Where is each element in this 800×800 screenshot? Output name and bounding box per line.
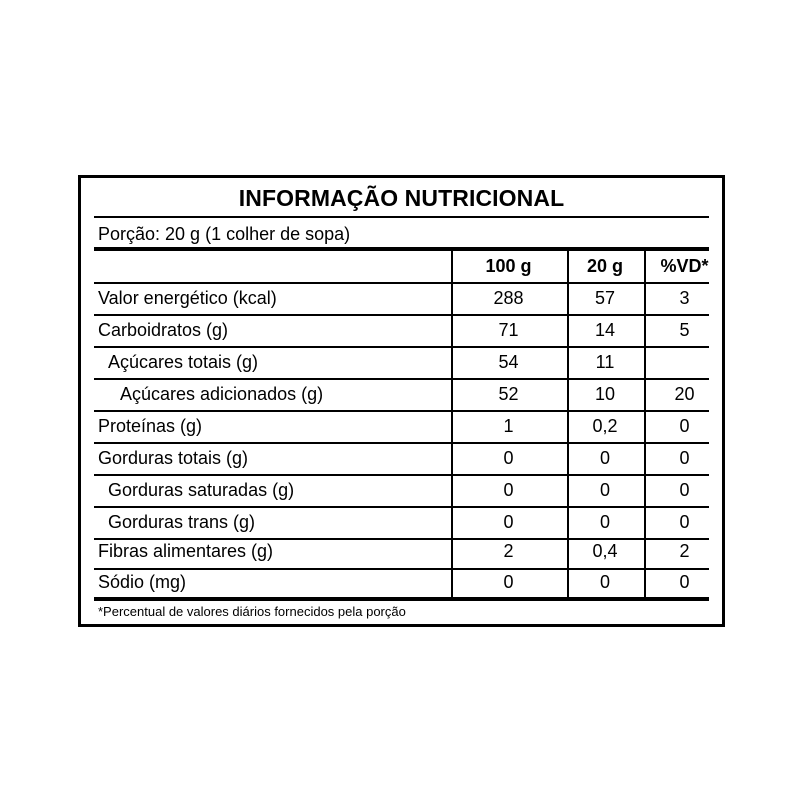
- value-vd: 2: [679, 541, 690, 561]
- portion-size: Porção: 20 g (1 colher de sopa): [98, 224, 351, 244]
- divider-thick: [94, 247, 709, 251]
- value-100g: 0: [503, 572, 514, 592]
- table-header-row: [94, 251, 709, 282]
- value-100g: 0: [503, 480, 514, 500]
- value-20g: 0,4: [592, 541, 618, 561]
- table-row: [94, 379, 709, 410]
- value-20g: 14: [594, 320, 616, 340]
- nutrient-name: Carboidratos (g): [98, 320, 229, 340]
- value-100g: 2: [503, 541, 514, 561]
- value-vd: 0: [679, 512, 690, 532]
- nutrient-name: Gorduras trans (g): [108, 512, 256, 532]
- nutrient-name: Proteínas (g): [98, 416, 203, 436]
- value-20g: 0,2: [592, 416, 618, 436]
- nutrient-name: Gorduras totais (g): [98, 448, 249, 468]
- value-20g: 0: [599, 480, 610, 500]
- nutrient-name: Sódio (mg): [98, 572, 187, 592]
- column-header-100g: 100 g: [485, 256, 532, 276]
- value-vd: 3: [679, 288, 690, 308]
- table-row: [94, 315, 709, 346]
- value-vd: 0: [679, 416, 690, 436]
- table-row: [94, 411, 709, 442]
- value-20g: 10: [594, 384, 616, 404]
- value-20g: 0: [599, 572, 610, 592]
- value-vd: 5: [679, 320, 690, 340]
- value-vd: 0: [679, 448, 690, 468]
- value-20g: 57: [594, 288, 616, 308]
- column-header-20g: 20 g: [586, 256, 624, 276]
- table-row: [94, 443, 709, 474]
- nutrient-name: Valor energético (kcal): [98, 288, 277, 308]
- nutrient-name: Açúcares totais (g): [108, 352, 259, 372]
- table-title: INFORMAÇÃO NUTRICIONAL: [238, 185, 565, 211]
- column-header-vd: %VD*: [660, 256, 709, 276]
- value-100g: 1: [503, 416, 514, 436]
- value-100g: 0: [503, 448, 514, 468]
- value-20g: 0: [599, 512, 610, 532]
- value-20g: 11: [595, 352, 615, 372]
- nutrient-name: Gorduras saturadas (g): [108, 480, 295, 500]
- value-vd: [644, 347, 725, 378]
- footnote: *Percentual de valores diários fornecidos pela porção: [98, 604, 406, 619]
- table-row: [94, 475, 709, 506]
- nutrient-name: Fibras alimentares (g): [98, 541, 274, 561]
- table-row: [94, 567, 709, 598]
- value-vd: 0: [679, 480, 690, 500]
- value-vd: 20: [674, 384, 695, 404]
- table-row: [94, 347, 709, 378]
- value-100g: 52: [498, 384, 519, 404]
- nutrient-name: Açúcares adicionados (g): [120, 384, 324, 404]
- divider: [94, 216, 709, 218]
- value-vd: 0: [679, 572, 690, 592]
- value-100g: 288: [493, 288, 524, 308]
- nutrition-facts-table: [78, 175, 725, 627]
- table-row: [94, 507, 709, 538]
- value-100g: 0: [503, 512, 514, 532]
- table-row: [94, 536, 709, 567]
- value-100g: 71: [498, 320, 519, 340]
- table-row: [94, 283, 709, 314]
- value-20g: 0: [599, 448, 610, 468]
- value-100g: 54: [498, 352, 519, 372]
- divider-thick: [94, 597, 709, 601]
